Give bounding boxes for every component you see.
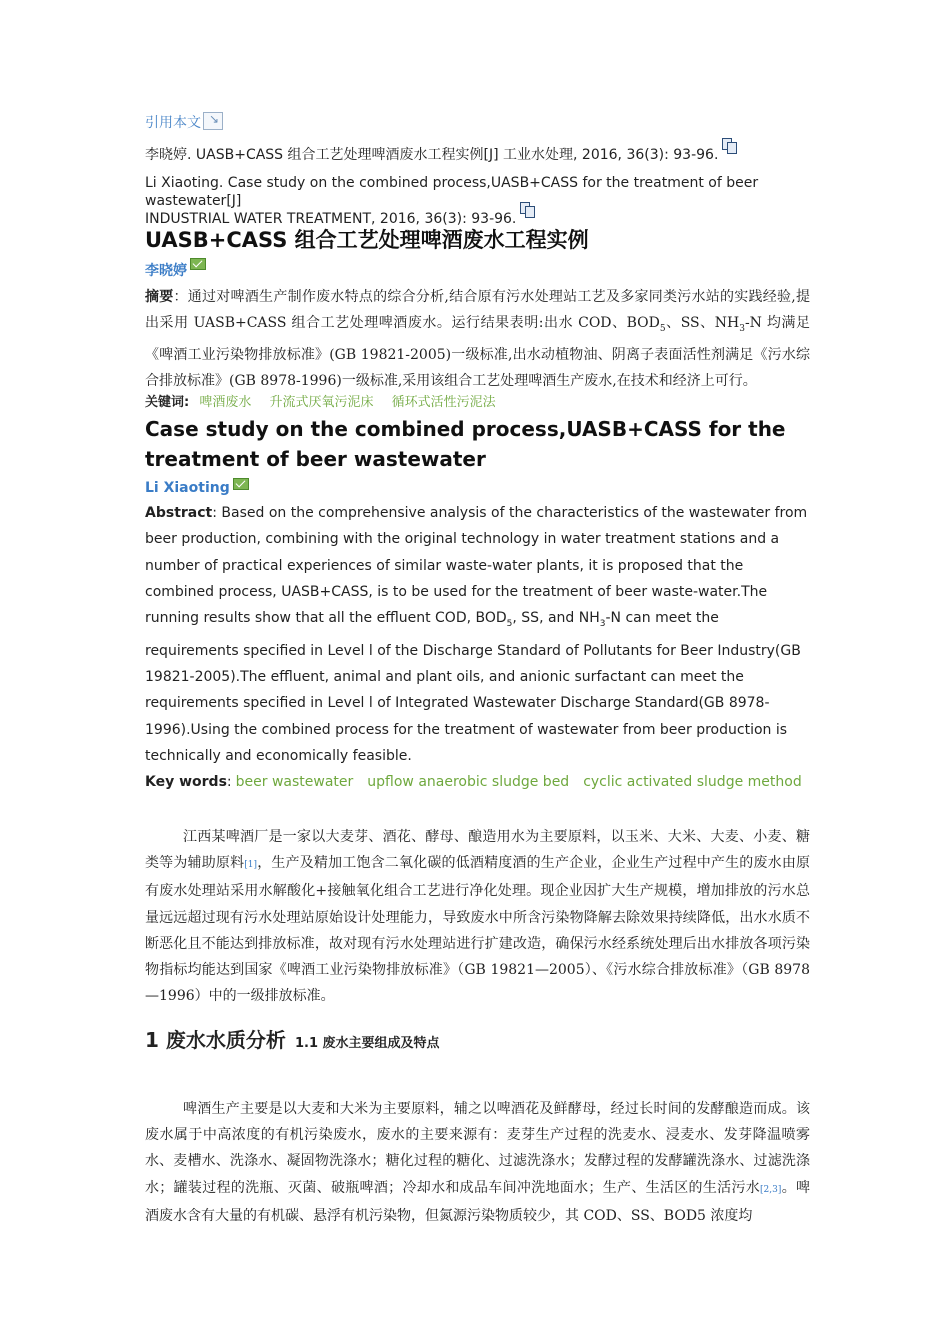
cite-block — [145, 112, 810, 228]
abstract-zh-label: 摘要 — [145, 289, 174, 305]
author-en — [145, 480, 810, 496]
section-1-title: 1 废水水质分析 — [145, 1027, 286, 1052]
keyword-link[interactable]: 循环式活性污泥法 — [391, 394, 496, 410]
article — [145, 112, 810, 1229]
abstract-en-label: Abstract — [145, 504, 213, 521]
subscript: 3 — [739, 323, 745, 334]
mail-icon[interactable] — [233, 478, 249, 490]
keywords-colon: : — [226, 773, 232, 790]
cite-zh — [145, 146, 810, 164]
abstract-zh-text: -N 均满足《啤酒工业污染物排放标准》(GB 19821-2005)一级标准,出水动植物油、阴离子表面活性剂满足《污水综合排放标准》(GB 8978-1996)一级标准,采用该组合工艺处理啤酒生产废水,在技术和经济上可行。 — [145, 315, 811, 389]
cite-zh-text: 李晓婷. UASB+CASS 组合工艺处理啤酒废水工程实例[J] 工业水处理, 2016, 36(3): 93-96. — [145, 147, 719, 163]
body-paragraph-1 — [145, 824, 810, 1010]
abstract-zh-text: 、SS、NH — [665, 315, 740, 331]
subscript: 5 — [506, 619, 513, 630]
title-en-line2: treatment of beer wastewater — [145, 446, 486, 471]
export-icon[interactable] — [203, 112, 223, 130]
keyword-link[interactable]: 啤酒废水 — [199, 394, 252, 410]
title-zh: UASB+CASS 组合工艺处理啤酒废水工程实例 — [145, 228, 589, 252]
reference-link[interactable]: [1] — [244, 859, 258, 870]
author-zh-name[interactable]: 李晓婷 — [145, 263, 187, 279]
cite-en-line2: INDUSTRIAL WATER TREATMENT, 2016, 36(3): 93-96. — [145, 211, 517, 227]
abstract-en-text: : Based on the comprehensive analysis of the characteristics of the wastewater from beer production, combining with the original technology in water treatment stations and a number of practical experiences of similar waste-water plants, it is proposed that the combined process, UASB+CASS, is to be used for the treatment of beer waste-water.The running results show that all the effluent COD, BOD — [145, 504, 808, 627]
keywords-en-label: Key words — [145, 773, 227, 790]
title-en — [145, 414, 810, 474]
mail-icon[interactable] — [190, 258, 206, 270]
keyword-link[interactable]: 升流式厌氧污泥床 — [269, 394, 374, 410]
subscript: 5 — [659, 323, 666, 334]
cite-header — [145, 112, 810, 132]
keywords-zh — [145, 394, 810, 412]
keywords-en — [145, 772, 810, 792]
abstract-zh — [145, 284, 810, 394]
keyword-link[interactable]: beer wastewater — [235, 773, 354, 790]
body-text: ，生产及精加工饱含二氧化碳的低酒精度酒的生产企业，企业生产过程中产生的废水由原有废水处理站采用水解酸化+接触氧化组合工艺进行净化处理。现企业因扩大生产规模，增加排放的污水总量远远超过现有污水处理站原始设计处理能力，导致废水中所含污染物降解去除效果持续降低，出水水质不断恶化且不能达到排放标准，故对现有污水处理站进行扩建改造，确保污水经系统处理后出水排放各项污染物指标均能达到国家《啤酒工业污染物排放标准》（GB 19821—2005）、《污水综合排放标准》（GB 8978—1996）中的一级排放标准。 — [145, 854, 811, 1005]
reference-link[interactable]: [2,3] — [760, 1184, 782, 1195]
cite-link[interactable]: 引用本文 — [145, 115, 201, 131]
copy-icon[interactable] — [722, 138, 736, 152]
cite-en-line1: Li Xiaoting. Case study on the combined process,UASB+CASS for the treatment of beer wastewater[J] — [145, 175, 759, 209]
copy-icon[interactable] — [520, 202, 534, 216]
title-en-line1: Case study on the combined process,UASB+CASS for the — [145, 416, 786, 441]
abstract-en-text: -N can meet the requirements specified in Level l of the Discharge Standard of Pollutants for Beer Industry(GB 19821-2005).The effluent, animal and plant oils, and anionic surfactant can meet the requirements specified in Level l of Integrated Wastewater Discharge Standard(GB 8978-1996).Using the combined process for the treatment of wastewater from beer production is technically and economically feasible. — [145, 610, 801, 765]
body-text: 。啤酒废水含有大量的有机碳、悬浮有机污染物，但氮源污染物质较少，其 COD、SS、BOD5 浓度均 — [145, 1179, 810, 1224]
section-1-1-title: 1.1 废水主要组成及特点 — [294, 1035, 440, 1051]
keywords-zh-label: 关键词: — [145, 394, 190, 410]
keyword-link[interactable]: cyclic activated sludge method — [583, 773, 802, 790]
section-heading — [145, 1020, 810, 1064]
subscript: 3 — [599, 619, 606, 630]
body-text: 江西某啤酒厂是一家以大麦芽、酒花、酵母、酿造用水为主要原料，以玉米、大米、大麦、小麦、糖类等为辅助原料 — [145, 828, 810, 871]
cite-en — [145, 174, 810, 228]
abstract-en-text: , SS, and NH — [512, 610, 600, 627]
author-zh — [145, 260, 810, 280]
body-text: 啤酒生产主要是以大麦和大米为主要原料，辅之以啤酒花及鲜酵母，经过长时间的发酵酿造而成。该废水属于中高浓度的有机污染废水，废水的主要来源有：麦芽生产过程的洗麦水、浸麦水、发芽降温喷雾水、麦槽水、洗涤水、凝固物洗涤水；糖化过程的糖化、过滤洗涤水；发酵过程的发酵罐洗涤水、过滤洗涤水；罐装过程的洗瓶、灭菌、破瓶啤酒；冷却水和成品车间冲洗地面水；生产、生活区的生活污水 — [145, 1100, 810, 1196]
author-en-name[interactable]: Li Xiaoting — [145, 479, 230, 496]
keyword-link[interactable]: upflow anaerobic sludge bed — [367, 773, 570, 790]
body-paragraph-2 — [145, 1096, 810, 1229]
abstract-zh-text: ：通过对啤酒生产制作废水特点的综合分析,结合原有污水处理站工艺及多家同类污水站的实践经验,提出采用 UASB+CASS 组合工艺处理啤酒废水。运行结果表明:出水 COD、BOD — [145, 289, 810, 331]
abstract-en — [145, 500, 810, 770]
